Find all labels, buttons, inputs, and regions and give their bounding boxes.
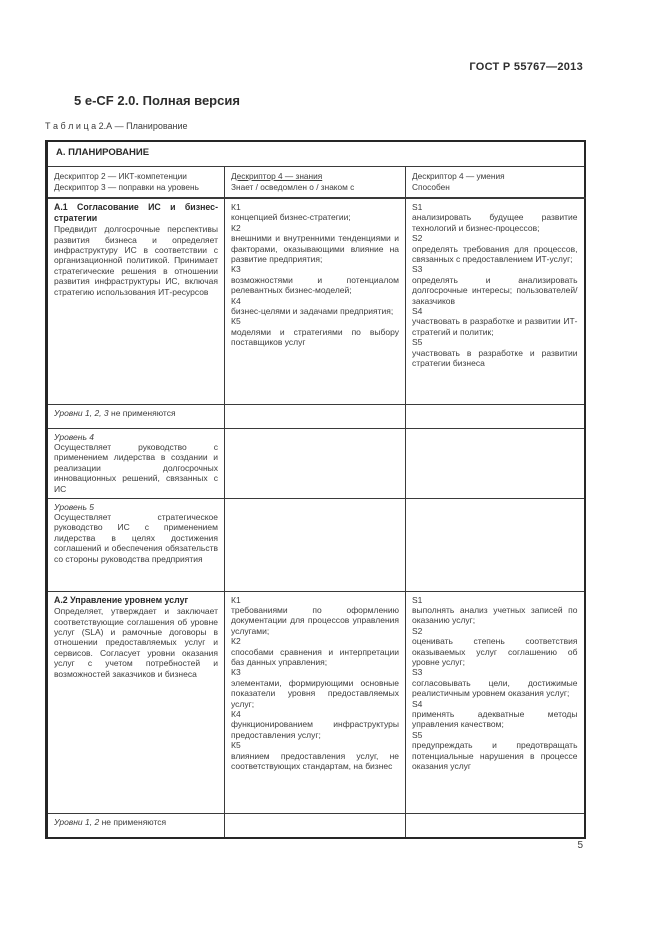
skill-item	[412, 337, 578, 368]
header-cell-skills	[406, 166, 585, 198]
header-col3-line2: Способен	[412, 181, 450, 192]
a1-knowledge-cell	[225, 198, 406, 404]
knowledge-text: влиянием предоставления услуг, не соответствующих стандартам, на бизнес	[231, 750, 399, 771]
skill-code: S5	[412, 729, 423, 740]
skill-text: оценивать степень соответствия оказываемых услуг соглашению об уровне услуг;	[412, 636, 578, 667]
knowledge-text: моделями и стратегиями по выбору поставщиков услуг	[231, 326, 399, 348]
skill-item	[412, 306, 578, 337]
a2-competency-title: А.2 Управление уровнем услуг	[54, 594, 189, 605]
skill-item	[412, 667, 578, 698]
skill-text: предупреждать и предотвращать потенциальные нарушения в процессе оказания услуг	[412, 740, 578, 771]
knowledge-item	[231, 595, 399, 637]
header-col1-line1: Дескриптор 2 — ИКТ-компетенции	[54, 170, 187, 181]
knowledge-text: концепцией бизнес-стратегии;	[231, 212, 351, 223]
level-label: Уровень 5	[54, 501, 95, 512]
knowledge-item	[231, 709, 399, 740]
knowledge-text: внешними и внутренними тенденциями и факторами, оказывающими влияние на развитие предприятия;	[231, 233, 399, 265]
competency-row-a2	[47, 591, 585, 813]
skill-code: S2	[412, 233, 423, 244]
knowledge-code: К5	[231, 740, 241, 751]
skill-code: S3	[412, 667, 423, 678]
skill-code: S1	[412, 202, 423, 212]
skill-item	[412, 626, 578, 668]
level-label: Уровни 1, 2	[54, 816, 100, 827]
skill-text: анализировать будущее развитие технологий и бизнес-процессов;	[412, 212, 578, 233]
skill-item	[412, 233, 578, 264]
knowledge-text: бизнес-целями и задачами предприятия;	[231, 306, 394, 317]
header-col2-line1: Дескриптор 4 — знания	[231, 170, 323, 181]
knowledge-item	[231, 667, 399, 709]
header-col3-line1: Дескриптор 4 — умения	[412, 170, 505, 181]
skill-text: согласовывать цели, достижимые реалистичным уровнем оказания услуг;	[412, 677, 578, 699]
level-cell	[47, 404, 225, 428]
skill-code: S5	[412, 337, 423, 348]
section-title: 5 е-CF 2.0. Полная версия	[74, 93, 240, 108]
level-cell	[47, 428, 225, 498]
empty-cell	[225, 404, 406, 428]
empty-cell	[225, 813, 406, 838]
level-description: Осуществляет руководство с применением лидерства в создании и реализации долгосрочных инновационных решений, связанных с ИС	[54, 441, 218, 494]
knowledge-code: К1	[231, 594, 241, 605]
skill-text: применять адекватные методы управления качеством;	[412, 708, 578, 730]
a1-description-cell	[47, 198, 225, 404]
skill-code: S3	[412, 264, 423, 275]
knowledge-code: К4	[231, 708, 241, 719]
level-row-a2-levels-12	[47, 813, 585, 838]
skill-text: участвовать в разработке и развитии ИТ-стратегий и политик;	[412, 316, 578, 337]
empty-cell	[225, 428, 406, 498]
knowledge-code: К3	[231, 264, 241, 275]
knowledge-item	[231, 296, 399, 317]
empty-cell	[406, 404, 585, 428]
knowledge-item	[231, 264, 399, 295]
knowledge-item	[231, 636, 399, 667]
a2-description-cell	[47, 591, 225, 813]
empty-cell	[406, 428, 585, 498]
header-col1-line2: Дескриптор 3 — поправки на уровень	[54, 181, 199, 192]
empty-cell	[406, 813, 585, 838]
level-row-a1-level-5	[47, 498, 585, 591]
a2-knowledge-cell	[225, 591, 406, 813]
knowledge-text: способами сравнения и интерпретации баз данных управления;	[231, 646, 399, 667]
skill-item	[412, 730, 578, 772]
skill-code: S4	[412, 306, 423, 317]
skill-item	[412, 595, 578, 626]
skill-text: определять требования для процессов, связанных с предоставлением ИТ-услуг;	[412, 243, 578, 265]
table-header-row	[47, 166, 585, 198]
knowledge-code: К2	[231, 222, 241, 233]
level-row-a1-level-4	[47, 428, 585, 498]
knowledge-code: К1	[231, 202, 241, 212]
knowledge-text: функционированием инфраструктуры предоставления услуг;	[231, 719, 399, 740]
level-cell	[47, 813, 225, 838]
knowledge-item	[231, 202, 399, 223]
skill-text: определять и анализировать долгосрочные интересы; пользователей/заказчиков	[412, 274, 578, 306]
skill-code: S1	[412, 594, 423, 605]
skill-code: S4	[412, 698, 423, 709]
knowledge-code: К4	[231, 295, 241, 306]
level-label: Уровни 1, 2, 3	[54, 407, 109, 418]
empty-cell	[225, 498, 406, 591]
competency-row-a1	[47, 198, 585, 404]
competency-table-wrap	[45, 140, 583, 839]
skill-item	[412, 202, 578, 233]
knowledge-code: К2	[231, 636, 241, 647]
level-row-a1-levels-123	[47, 404, 585, 428]
level-cell	[47, 498, 225, 591]
knowledge-code: К5	[231, 316, 241, 327]
competency-table	[45, 140, 586, 839]
empty-cell	[406, 498, 585, 591]
table-section-row	[47, 141, 585, 166]
knowledge-item	[231, 223, 399, 265]
a1-competency-title: А.1 Согласование ИС и бизнес-стратегии	[54, 202, 218, 223]
a2-competency-description: Определяет, утверждает и заключает соответствующие соглашения об уровне услуг (SLA) и рамочные договоры в отношении предоставляемых услуг и сервисов. Согласует уровни оказания услуг с учетом потребностей и возможностей заказчиков и бизнеса	[54, 606, 218, 679]
skill-text: участвовать в разработке и развитии стратегии бизнеса	[412, 347, 578, 369]
a1-competency-description: Предвидит долгосрочные перспективы развития бизнеса и определяет инфраструктуру ИС в соответствии с организационной политикой. Принимает стратегические решения в отношении развития инфраструктуры ИС, включая стратегию использования ИТ-ресурсов	[54, 224, 218, 297]
knowledge-text: элементами, формирующими основные показатели уровня предоставляемых услуг;	[231, 677, 399, 709]
header-cell-knowledge	[225, 166, 406, 198]
table-caption: Т а б л и ц а 2.А — Планирование	[45, 121, 188, 131]
knowledge-item	[231, 740, 399, 771]
table-section-title: А. ПЛАНИРОВАНИЕ	[47, 141, 585, 166]
a1-skills-cell	[406, 198, 585, 404]
knowledge-item	[231, 316, 399, 347]
header-cell-descriptor-2-3	[47, 166, 225, 198]
skill-item	[412, 699, 578, 730]
standard-number: ГОСТ Р 55767—2013	[469, 61, 583, 73]
level-note: не применяются	[111, 407, 176, 418]
level-label: Уровень 4	[54, 431, 95, 442]
skill-code: S2	[412, 625, 423, 636]
level-description: Осуществляет стратегическое руководство ИС с применением лидерства в целях достижения соглашений и обеспечения обязательств со стороны руководства предприятия	[54, 511, 218, 564]
skill-text: выполнять анализ учетных записей по оказанию услуг;	[412, 604, 578, 626]
a2-skills-cell	[406, 591, 585, 813]
knowledge-text: возможностями и потенциалом релевантных бизнес-моделей;	[231, 274, 399, 296]
knowledge-code: К3	[231, 667, 241, 678]
page-number: 5	[577, 840, 583, 851]
level-note: не применяются	[101, 816, 167, 827]
skill-item	[412, 264, 578, 306]
header-col2-line2: Знает / осведомлен о / знаком с	[231, 181, 355, 192]
knowledge-text: требованиями по оформлению документации для процессов управления услугами;	[231, 604, 399, 636]
